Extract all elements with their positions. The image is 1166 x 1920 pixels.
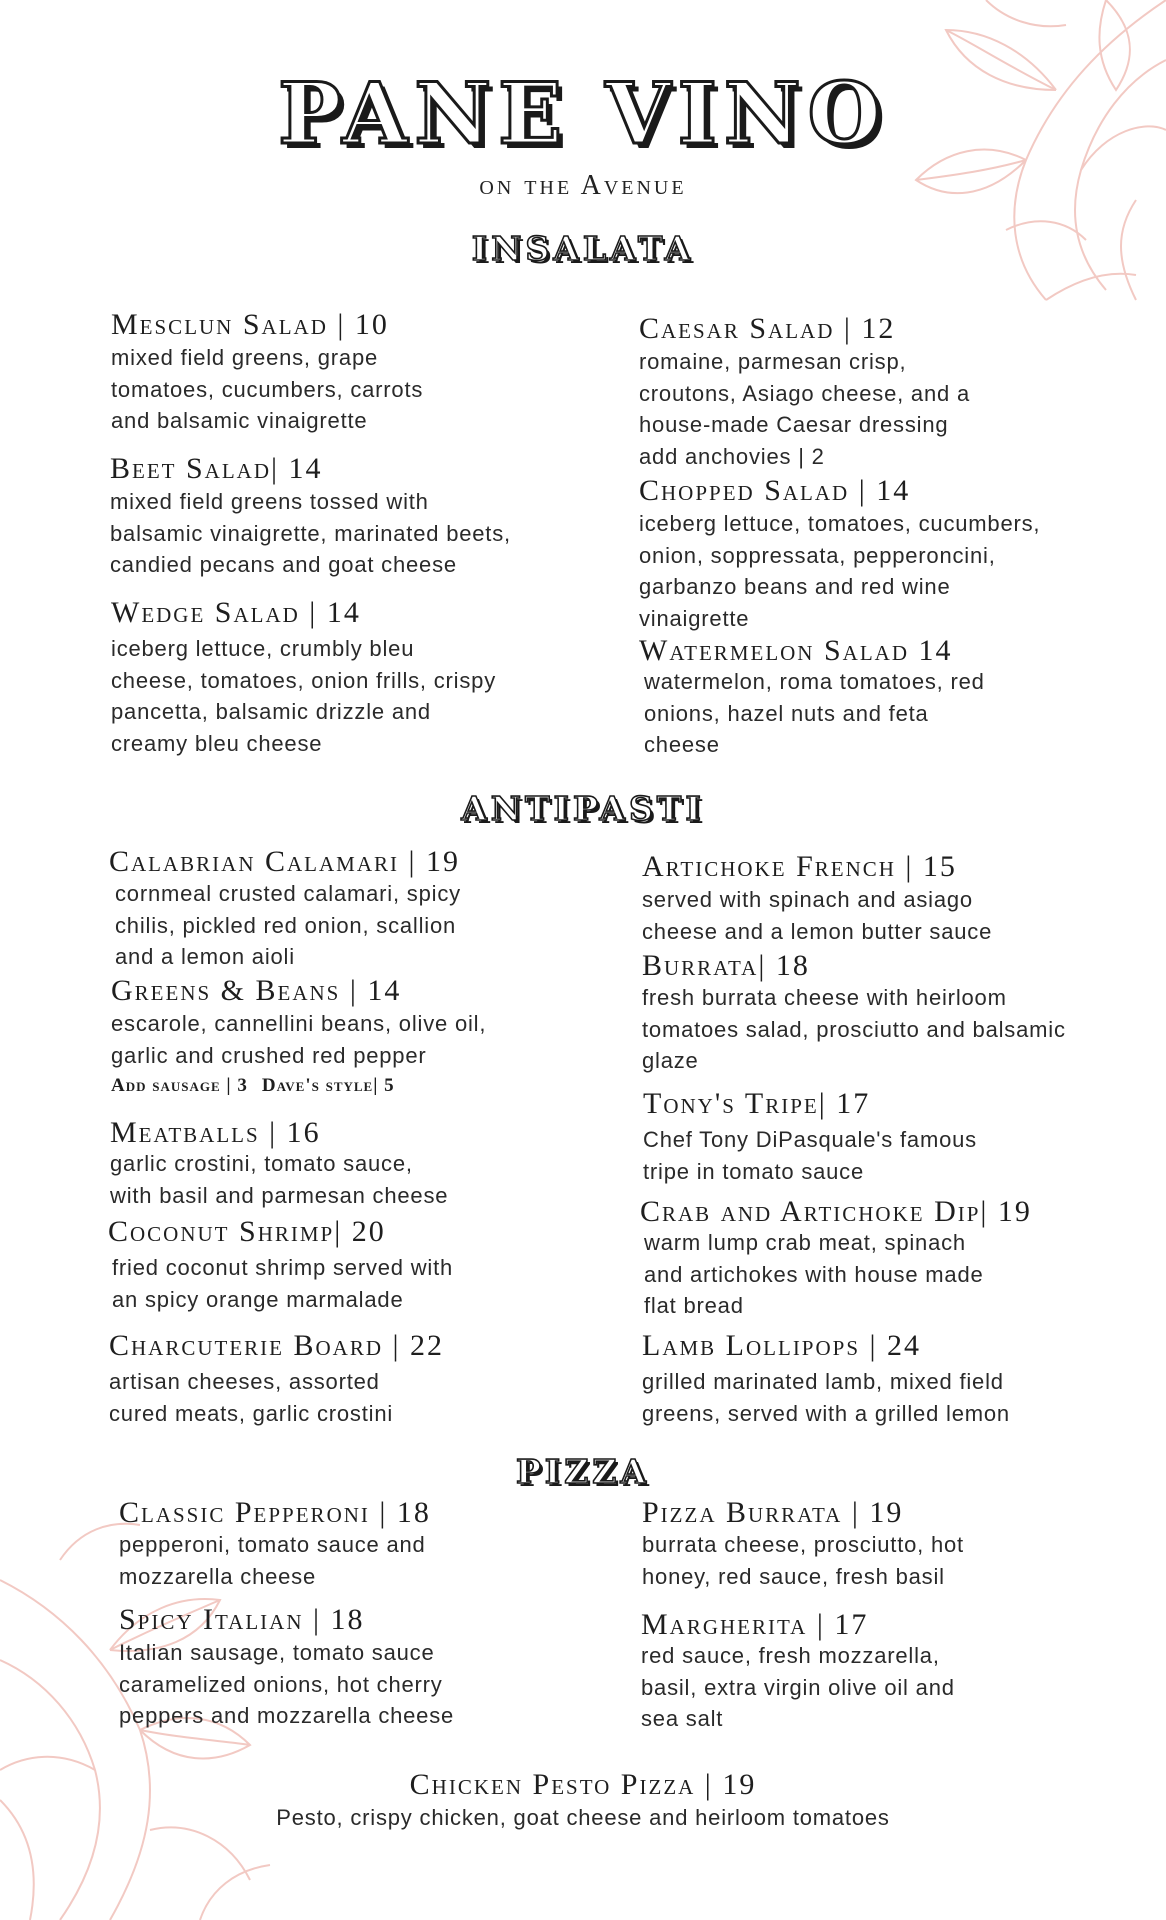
item-name: Beet Salad| 14 <box>110 452 323 485</box>
item-name: Spicy Italian | 18 <box>119 1603 365 1636</box>
item-description: grilled marinated lamb, mixed field greens, served with a grilled lemon <box>642 1369 1010 1426</box>
item-name: Tony's Tripe| 17 <box>643 1087 871 1120</box>
item-description: escarole, cannellini beans, olive oil, garlic and crushed red pepper <box>111 1011 487 1068</box>
menu-item <box>639 474 1040 634</box>
menu-item <box>639 636 985 761</box>
section-heading-insalata: INSALATA <box>471 229 695 268</box>
item-name: Crab and Artichoke Dip| 19 <box>640 1195 1032 1228</box>
item-description: served with spinach and asiago cheese and a lemon butter sauce <box>642 887 993 944</box>
menu-item <box>108 1215 453 1315</box>
item-name: Chicken Pesto Pizza | 19 <box>409 1768 757 1801</box>
menu-item <box>642 1497 964 1592</box>
section-heading-antipasti: ANTIPASTI <box>461 789 705 828</box>
item-description: warm lump crab meat, spinach and artichokes with house made flat bread <box>644 1230 984 1318</box>
item-description: pepperoni, tomato sauce and mozzarella cheese <box>119 1532 426 1589</box>
item-name: Pizza Burrata | 19 <box>642 1496 904 1529</box>
item-description: iceberg lettuce, crumbly bleu cheese, tomatoes, onion frills, crispy pancetta, balsamic drizzle and creamy bleu cheese <box>111 636 496 756</box>
item-name: Classic Pepperoni | 18 <box>119 1496 431 1529</box>
item-description: mixed field greens, grape tomatoes, cucumbers, carrots and balsamic vinaigrette <box>111 345 424 433</box>
item-name: Coconut Shrimp| 20 <box>108 1215 386 1248</box>
item-description: Chef Tony DiPasquale's famous tripe in tomato sauce <box>643 1127 977 1184</box>
menu-item <box>642 850 992 947</box>
item-description: burrata cheese, prosciutto, hot honey, red sauce, fresh basil <box>642 1532 964 1589</box>
addon-sausage: Add sausage | 3 <box>111 1075 248 1096</box>
menu-item <box>110 452 511 581</box>
item-description: Pesto, crispy chicken, goat cheese and heirloom tomatoes <box>276 1805 890 1830</box>
section-heading-pizza: PIZZA <box>515 1452 651 1491</box>
item-description: romaine, parmesan crisp, croutons, Asiago cheese, and a house-made Caesar dressing add anchovies | 2 <box>639 349 970 469</box>
item-name: Margherita | 17 <box>641 1608 869 1641</box>
item-description: fried coconut shrimp served with an spicy orange marmalade <box>112 1255 454 1312</box>
item-name: Charcuterie Board | 22 <box>109 1329 445 1362</box>
menu-item-featured <box>0 1768 1166 1834</box>
item-name: Mesclun Salad | 10 <box>111 308 389 341</box>
item-description: Italian sausage, tomato sauce caramelized onions, hot cherry peppers and mozzarella cheese <box>119 1640 455 1728</box>
item-description: artisan cheeses, assorted cured meats, garlic crostini <box>109 1369 394 1426</box>
item-description: cornmeal crusted calamari, spicy chilis, pickled red onion, scallion and a lemon aioli <box>115 881 461 969</box>
menu-item <box>109 846 461 973</box>
menu-item <box>110 1117 448 1211</box>
restaurant-name: PANE VINO <box>278 64 888 163</box>
item-description: red sauce, fresh mozzarella, basil, extra virgin olive oil and sea salt <box>641 1643 955 1731</box>
item-description: watermelon, roma tomatoes, red onions, hazel nuts and feta cheese <box>644 669 985 757</box>
item-name: Watermelon Salad 14 <box>639 634 953 667</box>
menu-item <box>640 1197 1032 1322</box>
item-name: Greens & Beans | 14 <box>111 974 402 1007</box>
menu-item <box>119 1497 431 1592</box>
item-name: Calabrian Calamari | 19 <box>109 845 461 878</box>
item-name: Wedge Salad | 14 <box>111 596 361 629</box>
menu-item <box>643 1087 977 1187</box>
menu-item <box>111 308 423 437</box>
menu-item <box>642 950 1066 1077</box>
item-description: iceberg lettuce, tomatoes, cucumbers, onion, soppressata, pepperoncini, garbanzo beans and red wine vinaigrette <box>639 511 1041 631</box>
addon-daves-style: Dave's style| 5 <box>261 1075 395 1096</box>
item-description: garlic crostini, tomato sauce, with basil and parmesan cheese <box>110 1151 449 1208</box>
item-name: Chopped Salad | 14 <box>639 474 911 507</box>
menu-item <box>111 974 486 1101</box>
menu-item <box>641 1610 955 1735</box>
item-name: Meatballs | 16 <box>110 1116 321 1149</box>
item-name: Caesar Salad | 12 <box>639 312 896 345</box>
menu-item <box>642 1329 1010 1429</box>
floral-decoration-icon <box>806 0 1166 330</box>
menu-item <box>111 596 496 759</box>
item-addons <box>111 1071 486 1101</box>
item-description: mixed field greens tossed with balsamic vinaigrette, marinated beets, candied pecans and goat cheese <box>110 489 511 577</box>
item-name: Lamb Lollipops | 24 <box>642 1329 922 1362</box>
menu-item <box>639 312 970 472</box>
item-description: fresh burrata cheese with heirloom tomatoes salad, prosciutto and balsamic glaze <box>642 985 1066 1073</box>
menu-item <box>109 1329 444 1429</box>
restaurant-tagline: on the Avenue <box>479 170 687 201</box>
menu-item <box>119 1603 454 1732</box>
item-name: Burrata| 18 <box>642 949 810 982</box>
item-name: Artichoke French | 15 <box>642 850 957 883</box>
